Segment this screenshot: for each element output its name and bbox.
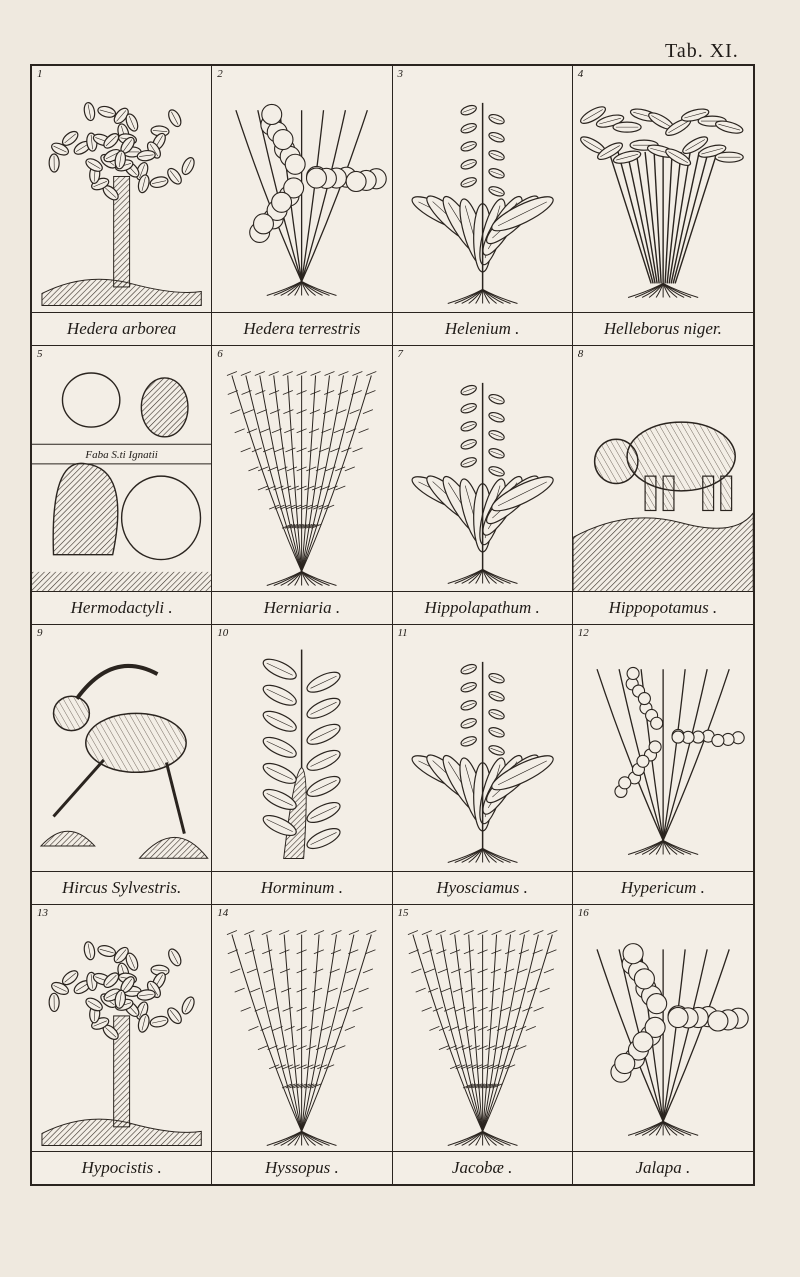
plate-cell — [393, 66, 573, 346]
cell-caption: Hircus Sylvestris. — [61, 877, 182, 897]
engraving-drawing — [573, 66, 753, 312]
engraving-drawing — [393, 346, 572, 592]
inset-label: Faba S.ti Ignatii — [85, 448, 158, 461]
cell-caption: Hedera terrestris — [243, 318, 361, 338]
plant-engraving — [393, 625, 572, 872]
cell-number: 13 — [37, 906, 48, 919]
cell-number: 14 — [217, 906, 229, 919]
engraving-drawing — [32, 625, 211, 871]
cell-caption: Helleborus niger. — [603, 318, 722, 338]
cell-number: 5 — [37, 347, 43, 360]
plate-cell — [32, 66, 212, 346]
plate-cell — [32, 905, 212, 1185]
animal-engraving — [32, 625, 211, 872]
engraving-drawing — [212, 625, 391, 871]
plant-engraving — [212, 346, 391, 593]
animal-engraving — [573, 346, 753, 593]
cell-number: 3 — [397, 68, 403, 80]
plate-cell — [393, 346, 573, 626]
cell-caption: Hypericum . — [620, 877, 705, 897]
plant-engraving — [212, 905, 391, 1153]
plate-cell — [212, 625, 392, 905]
plant-engraving — [32, 905, 211, 1153]
cell-caption: Hippopotamus . — [608, 598, 718, 617]
cell-number: 8 — [577, 347, 584, 360]
cell-caption: Herniaria . — [263, 598, 341, 617]
cell-number: 10 — [217, 627, 229, 639]
engraving-drawing — [393, 905, 572, 1152]
plant-engraving — [212, 66, 391, 313]
engraving-drawing — [573, 905, 753, 1152]
cell-caption: Hermodactyli . — [70, 598, 173, 617]
engraving-drawing — [212, 346, 391, 592]
plant-engraving — [573, 905, 753, 1153]
plate-cell — [212, 66, 392, 346]
cell-caption: Hedera arborea — [66, 318, 177, 338]
cell-number: 2 — [217, 68, 223, 80]
plant-engraving — [393, 66, 572, 313]
plate-cell — [573, 346, 753, 626]
plant-engraving — [32, 346, 211, 593]
plate-cell — [573, 66, 753, 346]
cell-number: 6 — [217, 347, 223, 360]
plate-label: Tab. XI. — [665, 40, 739, 62]
engraving-drawing — [32, 905, 211, 1152]
cell-caption: Helenium . — [444, 318, 520, 338]
engraving-drawing — [212, 905, 391, 1152]
cell-caption: Hippolapathum . — [424, 598, 540, 617]
plant-engraving — [393, 905, 572, 1153]
cell-caption: Hyssopus . — [265, 1158, 339, 1177]
engraving-drawing — [393, 625, 572, 871]
cell-caption: Horminum . — [260, 877, 343, 897]
cell-caption: Jalapa . — [635, 1158, 691, 1177]
cell-number: 12 — [577, 627, 589, 639]
plant-engraving — [573, 625, 753, 872]
plate-cell — [573, 905, 753, 1185]
cell-number: 7 — [397, 347, 403, 360]
plate-cell — [212, 346, 392, 626]
plate-cell — [32, 625, 212, 905]
plant-engraving — [573, 66, 753, 313]
cell-number: 15 — [397, 906, 409, 919]
cell-caption: Jacobæ . — [451, 1158, 513, 1177]
engraving-plate — [30, 64, 755, 1186]
plant-engraving — [212, 625, 391, 872]
engraving-drawing — [393, 66, 572, 312]
plate-cell — [573, 625, 753, 905]
engraving-drawing — [573, 346, 753, 592]
cell-caption: Hyosciamus . — [436, 877, 528, 897]
cell-number: 4 — [577, 68, 584, 80]
plant-engraving — [393, 346, 572, 593]
plate-cell — [393, 905, 573, 1185]
engraving-drawing — [212, 66, 391, 312]
cell-number: 11 — [397, 627, 408, 639]
cell-number: 16 — [577, 906, 589, 919]
plate-cell — [393, 625, 573, 905]
plate-cell — [32, 346, 212, 626]
plant-engraving — [32, 66, 211, 313]
cell-caption: Hypocistis . — [81, 1158, 162, 1177]
cell-number: 1 — [37, 68, 43, 80]
engraving-drawing — [573, 625, 753, 871]
cell-number: 9 — [37, 627, 43, 639]
engraving-drawing — [32, 346, 211, 592]
plate-cell — [212, 905, 392, 1185]
engraving-drawing — [32, 66, 211, 312]
